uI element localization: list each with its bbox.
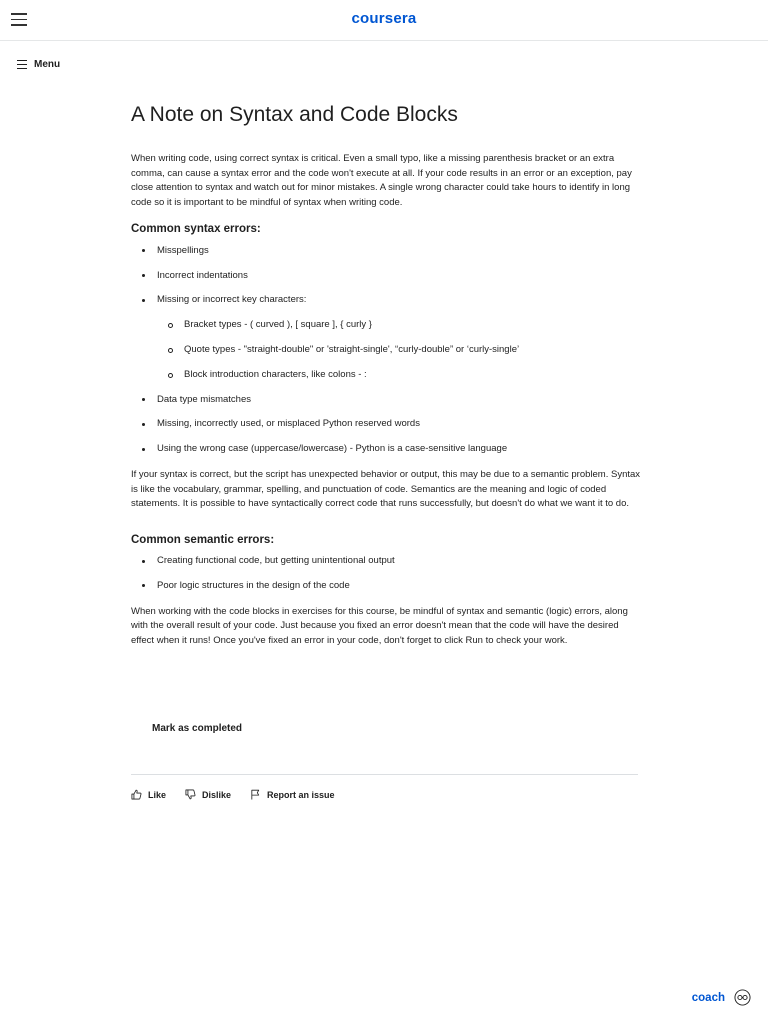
page-title: A Note on Syntax and Code Blocks [131, 103, 458, 126]
menu-label: Menu [34, 59, 61, 70]
list-item: Incorrect indentations [131, 270, 641, 282]
menu-button[interactable] [17, 59, 60, 70]
list-item: Poor logic structures in the design of the code [131, 580, 641, 592]
list-item: Data type mismatches [131, 394, 641, 406]
list-item-key-characters [131, 294, 641, 380]
list-item: Creating functional code, but getting unintentional output [131, 555, 641, 567]
key-characters-sublist [157, 319, 641, 381]
report-issue-button[interactable] [250, 789, 335, 800]
coach-label: coach [691, 991, 725, 1004]
mark-as-completed-button[interactable]: Mark as completed [152, 723, 243, 734]
list-item-label: Missing or incorrect key characters: [157, 294, 307, 306]
coursera-logo[interactable]: coursera [351, 10, 417, 27]
article-content [131, 102, 641, 657]
like-button[interactable] [131, 789, 166, 800]
sublist-item: Bracket types - ( curved ), [ square ], { curly } [157, 319, 641, 331]
semantic-intro-paragraph: If your syntax is correct, but the script has unexpected behavior or output, this may be due to a semantic problem. Syntax is like the vocabulary, grammar, spelling, and punctuation of code. Semantics are the meaning and logic of coded statements. It is possible to have syntactically correct code that runs successfully, but doesn't do what we want it to do. [131, 468, 641, 510]
thumbs-down-icon [185, 789, 196, 800]
sublist-item: Block introduction characters, like colons - : [157, 369, 641, 381]
top-bar [0, 0, 768, 41]
flag-icon [250, 789, 261, 800]
list-item: Missing, incorrectly used, or misplaced Python reserved words [131, 418, 641, 430]
divider [131, 774, 638, 775]
dislike-button[interactable] [185, 789, 231, 800]
list-item: Misspellings [131, 245, 641, 257]
syntax-errors-heading: Common syntax errors: [131, 222, 261, 235]
semantic-errors-list [131, 555, 641, 592]
coach-icon [734, 989, 751, 1006]
like-label: Like [148, 789, 167, 800]
list-item: Using the wrong case (uppercase/lowercase) - Python is a case-sensitive language [131, 443, 641, 455]
menu-icon [17, 60, 27, 69]
thumbs-up-icon [131, 789, 142, 800]
syntax-errors-list [131, 245, 641, 455]
sublist-item: Quote types - "straight-double" or 'straight-single', “curly-double” or ‘curly-single’ [157, 344, 641, 356]
dislike-label: Dislike [202, 789, 232, 800]
intro-paragraph: When writing code, using correct syntax is critical. Even a small typo, like a missing parenthesis bracket or an extra comma, can cause a syntax error and the code won't execute at all. If your code results in an error or an exception, pay close attention to syntax and watch out for minor mistakes. A single wrong character could take hours to identify in long code so it is important to be mindful of syntax when writing code. [131, 153, 632, 209]
closing-paragraph: When working with the code blocks in exercises for this course, be mindful of syntax and semantic (logic) errors, along with the overall result of your code. Just because you fixed an error doesn't mean that the code will have the desired effect when it runs! Once you've fixed an error in your code, don't forget to click Run to check your work. [131, 605, 628, 647]
feedback-actions [131, 789, 354, 800]
report-issue-label: Report an issue [267, 789, 335, 800]
coach-button[interactable] [692, 989, 751, 1006]
semantic-errors-heading: Common semantic errors: [131, 534, 275, 547]
